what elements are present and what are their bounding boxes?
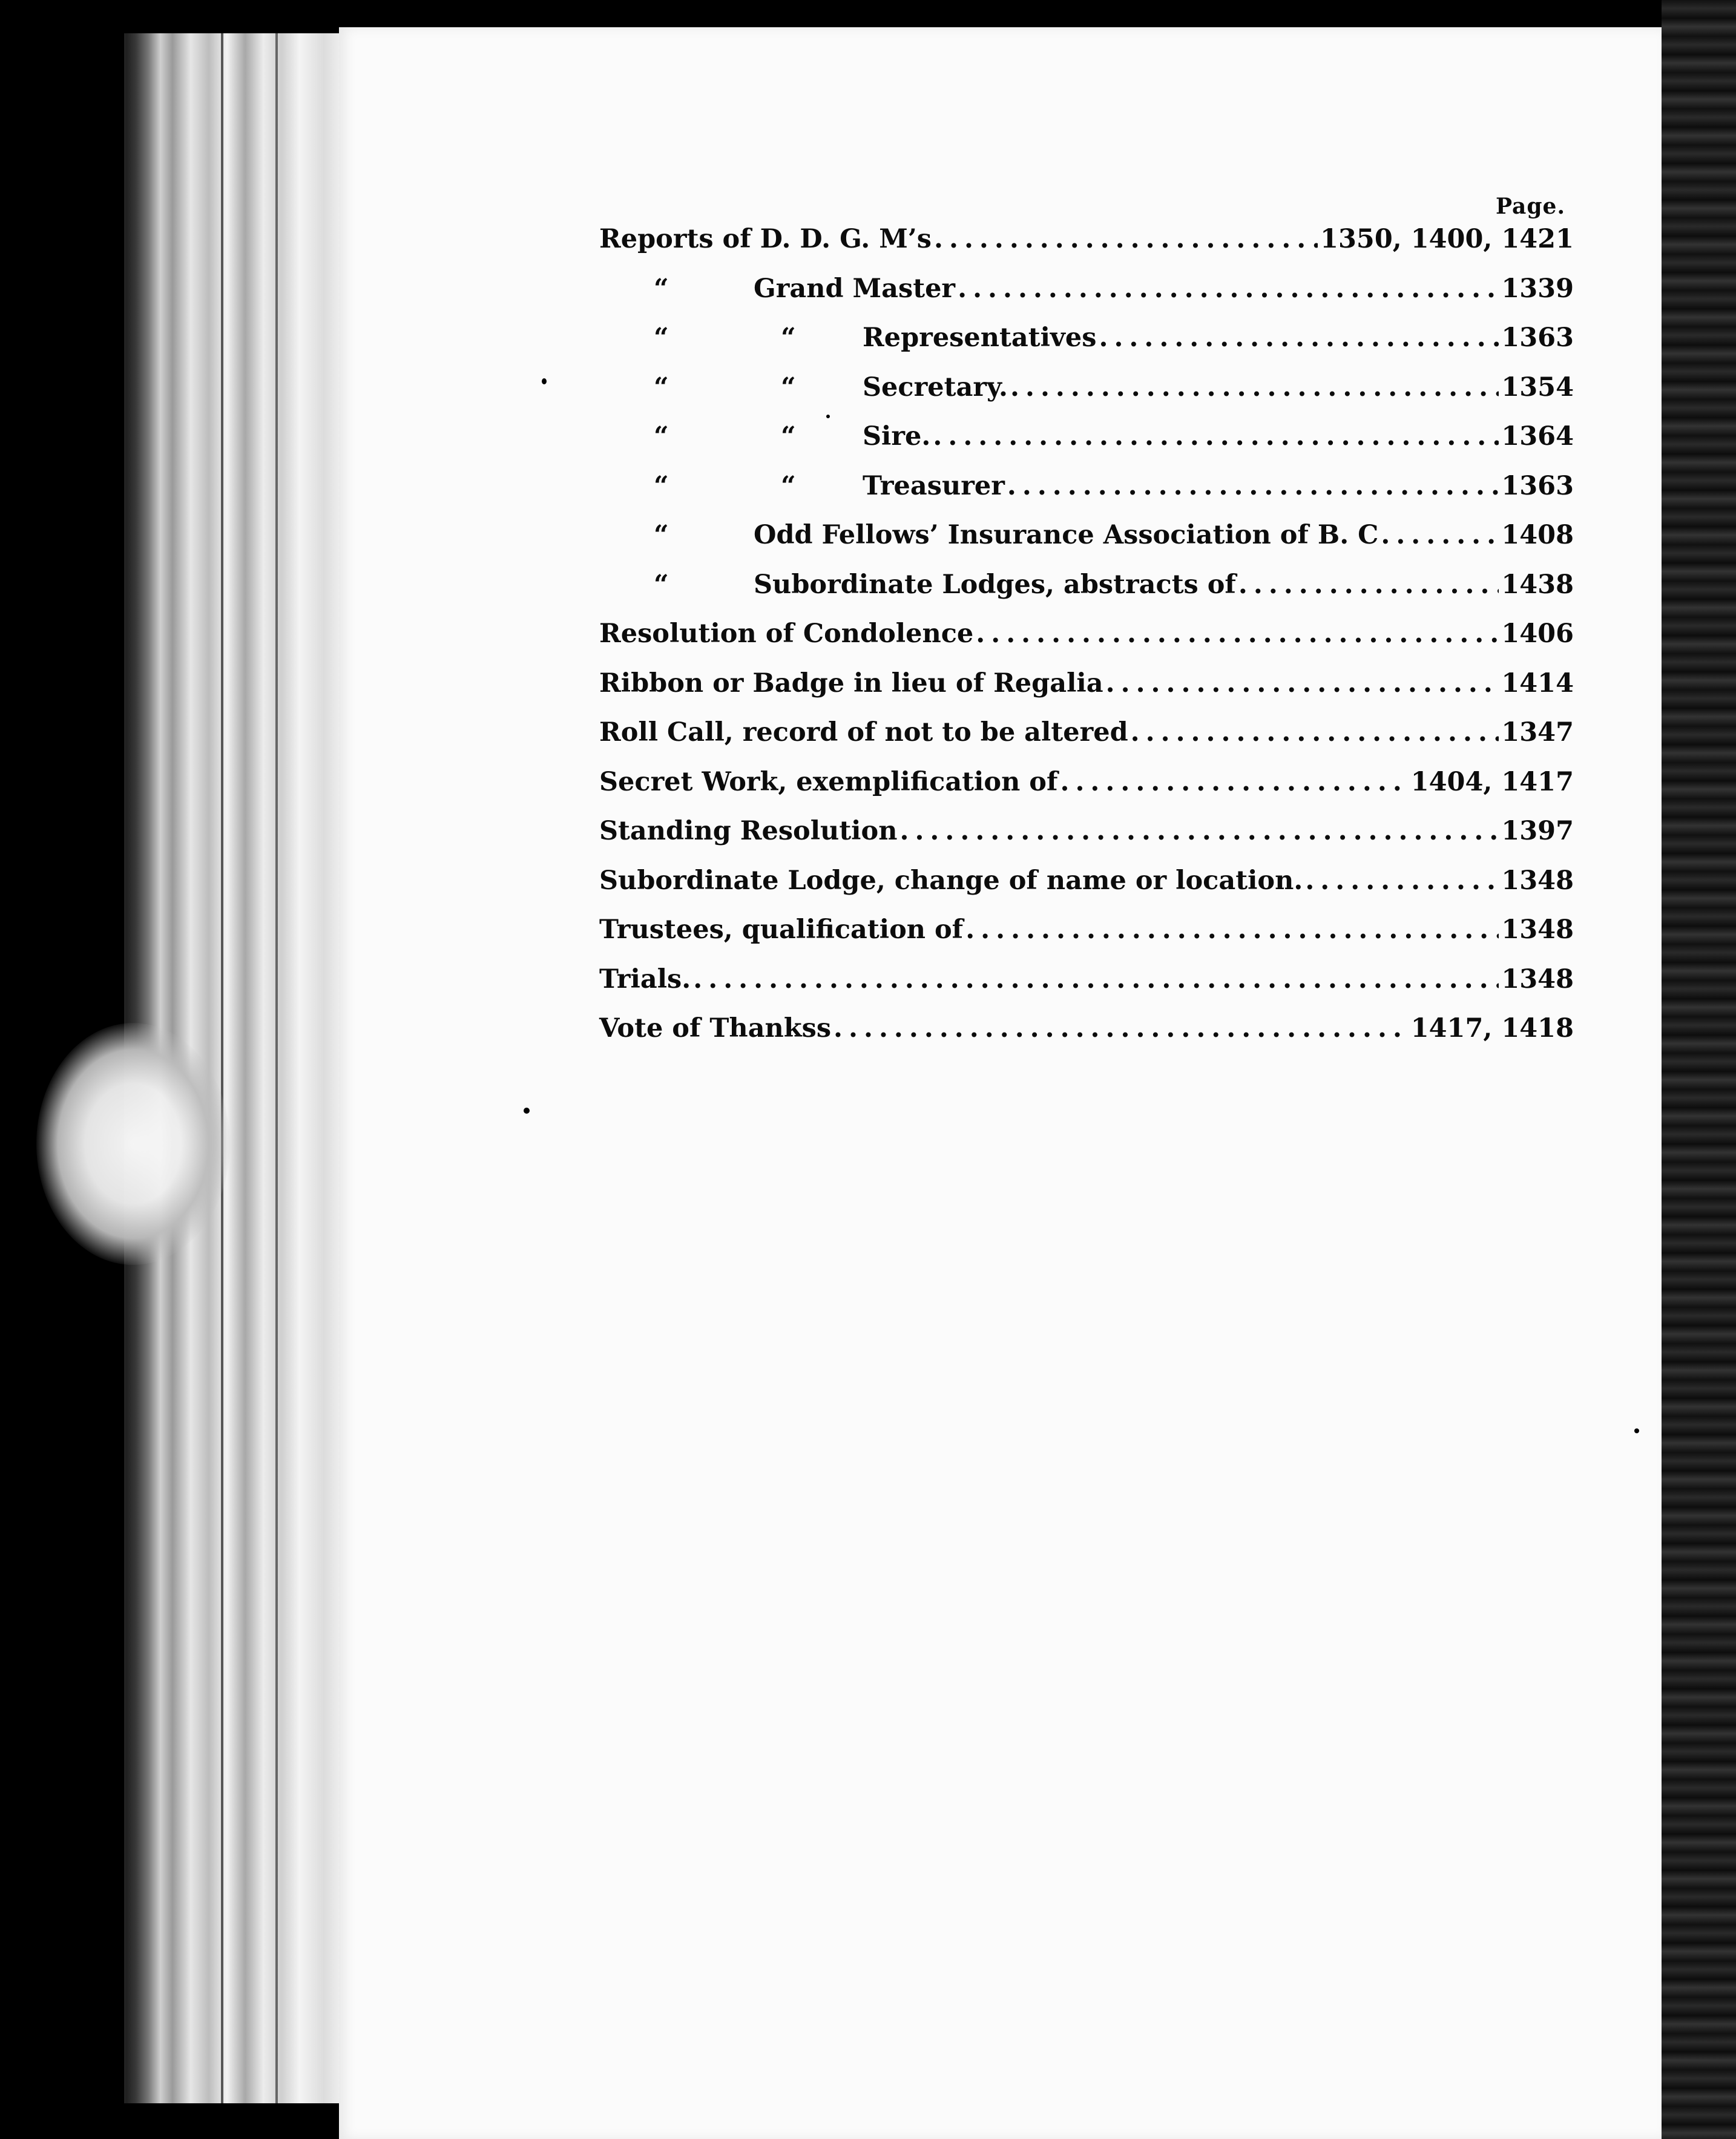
entry-page-numbers: 1348: [1501, 964, 1574, 994]
dot-leader: [1381, 520, 1499, 550]
entry-label: Subordinate Lodges, abstracts of: [754, 569, 1236, 600]
dot-leader: [934, 224, 1318, 254]
entry-label: Vote of Thankss: [599, 1013, 832, 1043]
index-entry: “ “ Secretary. ..... 1354: [599, 372, 1574, 422]
entry-label: Reports of D. D. G. M’s: [599, 224, 932, 254]
entry-label: Grand Master: [754, 273, 956, 304]
dot-leader: [1010, 372, 1499, 402]
index-entry: [599, 866, 1574, 915]
index-entry: [599, 668, 1574, 718]
entry-page-numbers: 1404, 1417: [1410, 766, 1574, 797]
index-entry: “ “ Treasurer ..... 1363: [599, 471, 1574, 521]
entry-page-numbers: 1438: [1501, 569, 1574, 600]
dark-binding-margin: [1662, 0, 1736, 2139]
entry-label: Ribbon or Badge in lieu of Regalia: [599, 668, 1103, 698]
entry-label: Secret Work, exemplification of: [599, 766, 1058, 797]
entry-label: Secretary.: [863, 372, 1008, 402]
entry-label: Treasurer: [863, 470, 1005, 501]
entry-page-numbers: 1354: [1501, 372, 1574, 402]
speck: [542, 378, 547, 384]
dot-leader: [693, 964, 1499, 994]
entry-page-numbers: 1408: [1501, 520, 1574, 550]
entry-page-numbers: 1348: [1501, 865, 1574, 896]
index-entry: [599, 816, 1574, 866]
index-entry: “ “ Representatives ..... 1363: [599, 323, 1574, 372]
dot-leader: [1238, 570, 1499, 600]
index-entry: “ Subordinate Lodges, abstracts of ..... 1438: [599, 570, 1574, 619]
dot-leader: [1007, 471, 1499, 501]
entry-label: Roll Call, record of not to be altered: [599, 717, 1128, 748]
index-entry: “ “ Sire. ..... 1364: [599, 421, 1574, 471]
dot-leader: [1099, 323, 1499, 353]
speck: [1634, 1428, 1639, 1433]
index-entry: [599, 224, 1574, 274]
entry-label: Standing Resolution: [599, 816, 898, 846]
speck: [524, 1108, 530, 1114]
entry-page-numbers: 1347: [1501, 717, 1574, 748]
paper-damage-stain: [36, 1023, 230, 1265]
index-entry: [599, 1013, 1574, 1063]
entry-label: Sire.: [863, 421, 931, 452]
dot-leader: [899, 816, 1499, 846]
entry-label: Subordinate Lodge, change of name or location.: [599, 865, 1303, 896]
index-entry: “ Odd Fellows’ Insurance Association of B. C ..... 1408: [599, 520, 1574, 570]
index-entry: [599, 964, 1574, 1014]
dot-leader: [833, 1013, 1409, 1043]
dot-leader: [1131, 717, 1499, 748]
index-entry: “ Grand Master ..... 1339: [599, 274, 1574, 323]
index-entry: [599, 915, 1574, 964]
index-listing: [599, 194, 1574, 1063]
index-entry: [599, 767, 1574, 816]
dot-leader: [965, 915, 1499, 945]
dot-leader: [1060, 767, 1408, 797]
entry-page-numbers: 1348: [1501, 915, 1574, 945]
entry-page-numbers: 1406: [1501, 619, 1574, 649]
dot-leader: [976, 619, 1499, 649]
entry-page-numbers: 1350, 1400, 1421: [1320, 224, 1574, 254]
entry-page-numbers: 1414: [1501, 668, 1574, 698]
entry-label: Representatives: [863, 323, 1097, 353]
dot-leader: [958, 274, 1499, 304]
dot-leader: [933, 421, 1499, 452]
page-column-header: Page.: [1495, 194, 1565, 219]
entry-page-numbers: 1417, 1418: [1410, 1013, 1574, 1043]
dot-leader: [1305, 866, 1499, 896]
entry-label: Resolution of Condolence: [599, 619, 974, 649]
entry-page-numbers: 1363: [1501, 470, 1574, 501]
entry-page-numbers: 1363: [1501, 323, 1574, 353]
entry-page-numbers: 1364: [1501, 421, 1574, 452]
entry-page-numbers: 1339: [1501, 273, 1574, 304]
entry-label: Trustees, qualification of: [599, 915, 964, 945]
index-entry: [599, 619, 1574, 668]
entry-page-numbers: 1397: [1501, 816, 1574, 846]
index-entry: [599, 717, 1574, 767]
entry-label: Odd Fellows’ Insurance Association of B. C: [754, 520, 1379, 550]
dot-leader: [1106, 668, 1499, 698]
entry-label: Trials.: [599, 964, 691, 994]
index-entries: [599, 224, 1574, 1063]
